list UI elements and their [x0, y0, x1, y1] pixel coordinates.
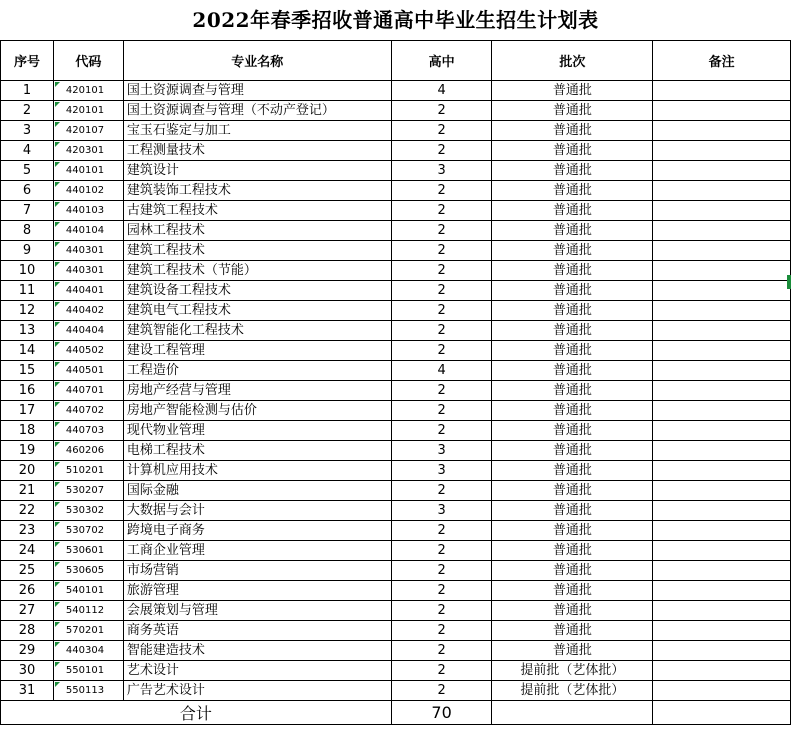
cell-seq[interactable]: 22 — [1, 501, 54, 521]
cell-name[interactable]: 智能建造技术 — [123, 641, 391, 661]
cell-code[interactable]: 530605 — [53, 561, 123, 581]
cell-hs[interactable]: 2 — [391, 141, 492, 161]
cell-hs[interactable]: 2 — [391, 301, 492, 321]
table-row — [1, 101, 791, 121]
table-row — [1, 241, 791, 261]
total-hs[interactable]: 70 — [391, 701, 492, 725]
cell-hs[interactable]: 2 — [391, 641, 492, 661]
table-row — [1, 621, 791, 641]
cell-name[interactable]: 房地产智能检测与估价 — [123, 401, 391, 421]
table-row — [1, 601, 791, 621]
cell-batch[interactable]: 普通批 — [492, 361, 653, 381]
cell-batch[interactable]: 普通批 — [492, 641, 653, 661]
cell-note[interactable] — [653, 221, 791, 241]
cell-code[interactable]: 440103 — [53, 201, 123, 221]
cell-batch[interactable]: 普通批 — [492, 621, 653, 641]
cell-batch[interactable]: 普通批 — [492, 101, 653, 121]
cell-hs[interactable]: 3 — [391, 161, 492, 181]
cell-hs[interactable]: 2 — [391, 201, 492, 221]
table-row — [1, 341, 791, 361]
total-note-cell[interactable] — [653, 701, 791, 725]
cell-hs[interactable]: 2 — [391, 401, 492, 421]
cell-code[interactable]: 440404 — [53, 321, 123, 341]
cell-note[interactable] — [653, 141, 791, 161]
cell-code[interactable]: 420101 — [53, 81, 123, 101]
cell-batch[interactable]: 普通批 — [492, 221, 653, 241]
table-row — [1, 81, 791, 101]
cell-code[interactable]: 420107 — [53, 121, 123, 141]
cell-note[interactable] — [653, 521, 791, 541]
cell-batch[interactable]: 普通批 — [492, 581, 653, 601]
cell-name[interactable]: 大数据与会计 — [123, 501, 391, 521]
cell-hs[interactable]: 2 — [391, 561, 492, 581]
cell-note[interactable] — [653, 161, 791, 181]
cell-name[interactable]: 建筑设计 — [123, 161, 391, 181]
table-row — [1, 381, 791, 401]
cell-code[interactable]: 440301 — [53, 261, 123, 281]
cell-seq[interactable]: 10 — [1, 261, 54, 281]
cell-seq[interactable]: 31 — [1, 681, 54, 701]
cell-batch[interactable]: 普通批 — [492, 241, 653, 261]
cell-name[interactable]: 建筑装饰工程技术 — [123, 181, 391, 201]
cell-hs[interactable]: 2 — [391, 121, 492, 141]
cell-hs[interactable]: 2 — [391, 221, 492, 241]
cell-seq[interactable]: 13 — [1, 321, 54, 341]
header-batch[interactable]: 批次 — [492, 41, 653, 81]
cell-hs[interactable]: 2 — [391, 541, 492, 561]
cell-note[interactable] — [653, 421, 791, 441]
cell-name[interactable]: 工商企业管理 — [123, 541, 391, 561]
cell-note[interactable] — [653, 441, 791, 461]
cell-name[interactable]: 建筑智能化工程技术 — [123, 321, 391, 341]
cell-seq[interactable]: 2 — [1, 101, 54, 121]
table-row — [1, 221, 791, 241]
cell-note[interactable] — [653, 681, 791, 701]
cell-batch[interactable]: 提前批（艺体批） — [492, 661, 653, 681]
cell-name[interactable]: 国土资源调查与管理 — [123, 81, 391, 101]
cell-code[interactable]: 420301 — [53, 141, 123, 161]
cell-name[interactable]: 园林工程技术 — [123, 221, 391, 241]
table-row — [1, 421, 791, 441]
cell-code[interactable]: 440402 — [53, 301, 123, 321]
table-row — [1, 121, 791, 141]
cell-code[interactable]: 440501 — [53, 361, 123, 381]
cell-note[interactable] — [653, 181, 791, 201]
cell-code[interactable]: 440702 — [53, 401, 123, 421]
cell-code[interactable]: 540112 — [53, 601, 123, 621]
cell-seq[interactable]: 28 — [1, 621, 54, 641]
cell-hs[interactable]: 2 — [391, 321, 492, 341]
cell-hs[interactable]: 3 — [391, 501, 492, 521]
cell-name[interactable]: 建设工程管理 — [123, 341, 391, 361]
cell-hs[interactable]: 2 — [391, 261, 492, 281]
cell-code[interactable]: 570201 — [53, 621, 123, 641]
cell-note[interactable] — [653, 281, 791, 301]
cell-hs[interactable]: 2 — [391, 241, 492, 261]
cell-seq[interactable]: 9 — [1, 241, 54, 261]
cell-batch[interactable]: 普通批 — [492, 561, 653, 581]
cell-seq[interactable]: 17 — [1, 401, 54, 421]
cell-name[interactable]: 宝玉石鉴定与加工 — [123, 121, 391, 141]
cell-seq[interactable]: 4 — [1, 141, 54, 161]
cell-batch[interactable]: 提前批（艺体批） — [492, 681, 653, 701]
cell-hs[interactable]: 2 — [391, 661, 492, 681]
cell-seq[interactable]: 3 — [1, 121, 54, 141]
cell-note[interactable] — [653, 261, 791, 281]
cell-name[interactable]: 建筑设备工程技术 — [123, 281, 391, 301]
cell-seq[interactable]: 5 — [1, 161, 54, 181]
table-row — [1, 281, 791, 301]
cell-note[interactable] — [653, 661, 791, 681]
cell-name[interactable]: 建筑工程技术（节能） — [123, 261, 391, 281]
cell-note[interactable] — [653, 561, 791, 581]
cell-seq[interactable]: 24 — [1, 541, 54, 561]
cell-code[interactable]: 440301 — [53, 241, 123, 261]
cell-batch[interactable]: 普通批 — [492, 341, 653, 361]
table-row — [1, 561, 791, 581]
cell-hs[interactable]: 3 — [391, 441, 492, 461]
cell-batch[interactable]: 普通批 — [492, 301, 653, 321]
cell-batch[interactable]: 普通批 — [492, 201, 653, 221]
header-name[interactable]: 专业名称 — [123, 41, 391, 81]
cell-hs[interactable]: 4 — [391, 361, 492, 381]
cell-name[interactable]: 国际金融 — [123, 481, 391, 501]
cell-name[interactable]: 旅游管理 — [123, 581, 391, 601]
cell-hs[interactable]: 4 — [391, 81, 492, 101]
cell-batch[interactable]: 普通批 — [492, 601, 653, 621]
cell-seq[interactable]: 18 — [1, 421, 54, 441]
cell-code[interactable]: 440701 — [53, 381, 123, 401]
cell-seq[interactable]: 26 — [1, 581, 54, 601]
total-label[interactable]: 合计 — [1, 701, 392, 725]
cell-code[interactable]: 440102 — [53, 181, 123, 201]
cell-note[interactable] — [653, 481, 791, 501]
cell-hs[interactable]: 2 — [391, 341, 492, 361]
table-row — [1, 641, 791, 661]
cell-seq[interactable]: 1 — [1, 81, 54, 101]
cell-code[interactable]: 530702 — [53, 521, 123, 541]
cell-code[interactable]: 510201 — [53, 461, 123, 481]
cell-code[interactable]: 440104 — [53, 221, 123, 241]
cell-name[interactable]: 工程造价 — [123, 361, 391, 381]
cell-name[interactable]: 会展策划与管理 — [123, 601, 391, 621]
cell-seq[interactable]: 16 — [1, 381, 54, 401]
table-row — [1, 681, 791, 701]
cell-batch[interactable]: 普通批 — [492, 541, 653, 561]
cell-note[interactable] — [653, 541, 791, 561]
cell-note[interactable] — [653, 201, 791, 221]
cell-note[interactable] — [653, 601, 791, 621]
cell-code[interactable]: 440502 — [53, 341, 123, 361]
cell-note[interactable] — [653, 321, 791, 341]
cell-name[interactable]: 工程测量技术 — [123, 141, 391, 161]
scroll-edge-marker — [787, 275, 791, 289]
cell-seq[interactable]: 12 — [1, 301, 54, 321]
cell-batch[interactable]: 普通批 — [492, 121, 653, 141]
cell-batch[interactable]: 普通批 — [492, 441, 653, 461]
table-row — [1, 361, 791, 381]
cell-hs[interactable]: 2 — [391, 381, 492, 401]
header-code[interactable]: 代码 — [53, 41, 123, 81]
cell-batch[interactable]: 普通批 — [492, 141, 653, 161]
cell-name[interactable]: 建筑电气工程技术 — [123, 301, 391, 321]
cell-note[interactable] — [653, 581, 791, 601]
cell-seq[interactable]: 20 — [1, 461, 54, 481]
cell-seq[interactable]: 19 — [1, 441, 54, 461]
cell-seq[interactable]: 6 — [1, 181, 54, 201]
total-row — [1, 701, 791, 725]
cell-code[interactable]: 420101 — [53, 101, 123, 121]
table-row — [1, 321, 791, 341]
cell-code[interactable]: 550113 — [53, 681, 123, 701]
cell-note[interactable] — [653, 81, 791, 101]
cell-name[interactable]: 现代物业管理 — [123, 421, 391, 441]
cell-code[interactable]: 440401 — [53, 281, 123, 301]
cell-batch[interactable]: 普通批 — [492, 461, 653, 481]
cell-batch[interactable]: 普通批 — [492, 381, 653, 401]
cell-code[interactable]: 440101 — [53, 161, 123, 181]
table-row — [1, 141, 791, 161]
cell-seq[interactable]: 30 — [1, 661, 54, 681]
page-title: 2022年春季招收普通高中毕业生招生计划表 — [192, 8, 599, 32]
cell-code[interactable]: 540101 — [53, 581, 123, 601]
cell-name[interactable]: 商务英语 — [123, 621, 391, 641]
table-row — [1, 301, 791, 321]
cell-note[interactable] — [653, 501, 791, 521]
table-row — [1, 201, 791, 221]
table-row — [1, 521, 791, 541]
cell-batch[interactable]: 普通批 — [492, 501, 653, 521]
cell-seq[interactable]: 7 — [1, 201, 54, 221]
total-batch-cell[interactable] — [492, 701, 653, 725]
table-row — [1, 181, 791, 201]
header-hs[interactable]: 高中 — [391, 41, 492, 81]
cell-code[interactable]: 530302 — [53, 501, 123, 521]
cell-batch[interactable]: 普通批 — [492, 81, 653, 101]
cell-note[interactable] — [653, 121, 791, 141]
cell-hs[interactable]: 2 — [391, 681, 492, 701]
cell-batch[interactable]: 普通批 — [492, 281, 653, 301]
cell-hs[interactable]: 2 — [391, 281, 492, 301]
table-row — [1, 661, 791, 681]
cell-batch[interactable]: 普通批 — [492, 421, 653, 441]
cell-note[interactable] — [653, 381, 791, 401]
cell-note[interactable] — [653, 101, 791, 121]
table-row — [1, 401, 791, 421]
cell-batch[interactable]: 普通批 — [492, 181, 653, 201]
cell-seq[interactable]: 21 — [1, 481, 54, 501]
table-row — [1, 501, 791, 521]
cell-hs[interactable]: 2 — [391, 621, 492, 641]
cell-batch[interactable]: 普通批 — [492, 521, 653, 541]
cell-code[interactable]: 440703 — [53, 421, 123, 441]
cell-seq[interactable]: 25 — [1, 561, 54, 581]
cell-seq[interactable]: 29 — [1, 641, 54, 661]
header-seq[interactable]: 序号 — [1, 41, 54, 81]
cell-seq[interactable]: 11 — [1, 281, 54, 301]
cell-note[interactable] — [653, 301, 791, 321]
cell-name[interactable]: 房地产经营与管理 — [123, 381, 391, 401]
table-row — [1, 481, 791, 501]
cell-hs[interactable]: 3 — [391, 461, 492, 481]
cell-name[interactable]: 广告艺术设计 — [123, 681, 391, 701]
cell-name[interactable]: 艺术设计 — [123, 661, 391, 681]
cell-hs[interactable]: 2 — [391, 481, 492, 501]
cell-note[interactable] — [653, 341, 791, 361]
cell-name[interactable]: 计算机应用技术 — [123, 461, 391, 481]
header-note[interactable]: 备注 — [653, 41, 791, 81]
cell-batch[interactable]: 普通批 — [492, 261, 653, 281]
cell-seq[interactable]: 8 — [1, 221, 54, 241]
cell-seq[interactable]: 23 — [1, 521, 54, 541]
cell-note[interactable] — [653, 621, 791, 641]
cell-hs[interactable]: 2 — [391, 601, 492, 621]
cell-name[interactable]: 建筑工程技术 — [123, 241, 391, 261]
table-row — [1, 461, 791, 481]
cell-hs[interactable]: 2 — [391, 421, 492, 441]
cell-hs[interactable]: 2 — [391, 581, 492, 601]
cell-note[interactable] — [653, 641, 791, 661]
enrollment-plan-table — [0, 40, 791, 725]
table-row — [1, 581, 791, 601]
cell-code[interactable]: 530207 — [53, 481, 123, 501]
cell-batch[interactable]: 普通批 — [492, 161, 653, 181]
table-row — [1, 261, 791, 281]
cell-batch[interactable]: 普通批 — [492, 321, 653, 341]
cell-note[interactable] — [653, 361, 791, 381]
cell-code[interactable]: 440304 — [53, 641, 123, 661]
cell-batch[interactable]: 普通批 — [492, 401, 653, 421]
table-row — [1, 441, 791, 461]
cell-name[interactable]: 国土资源调查与管理（不动产登记） — [123, 101, 391, 121]
cell-hs[interactable]: 2 — [391, 181, 492, 201]
cell-note[interactable] — [653, 401, 791, 421]
table-row — [1, 541, 791, 561]
cell-seq[interactable]: 14 — [1, 341, 54, 361]
cell-hs[interactable]: 2 — [391, 101, 492, 121]
table-row — [1, 161, 791, 181]
cell-seq[interactable]: 15 — [1, 361, 54, 381]
cell-name[interactable]: 跨境电子商务 — [123, 521, 391, 541]
header-row — [1, 41, 791, 81]
cell-seq[interactable]: 27 — [1, 601, 54, 621]
cell-name[interactable]: 古建筑工程技术 — [123, 201, 391, 221]
cell-code[interactable]: 550101 — [53, 661, 123, 681]
cell-name[interactable]: 电梯工程技术 — [123, 441, 391, 461]
cell-name[interactable]: 市场营销 — [123, 561, 391, 581]
cell-note[interactable] — [653, 241, 791, 261]
cell-code[interactable]: 530601 — [53, 541, 123, 561]
cell-code[interactable]: 460206 — [53, 441, 123, 461]
cell-hs[interactable]: 2 — [391, 521, 492, 541]
cell-note[interactable] — [653, 461, 791, 481]
cell-batch[interactable]: 普通批 — [492, 481, 653, 501]
